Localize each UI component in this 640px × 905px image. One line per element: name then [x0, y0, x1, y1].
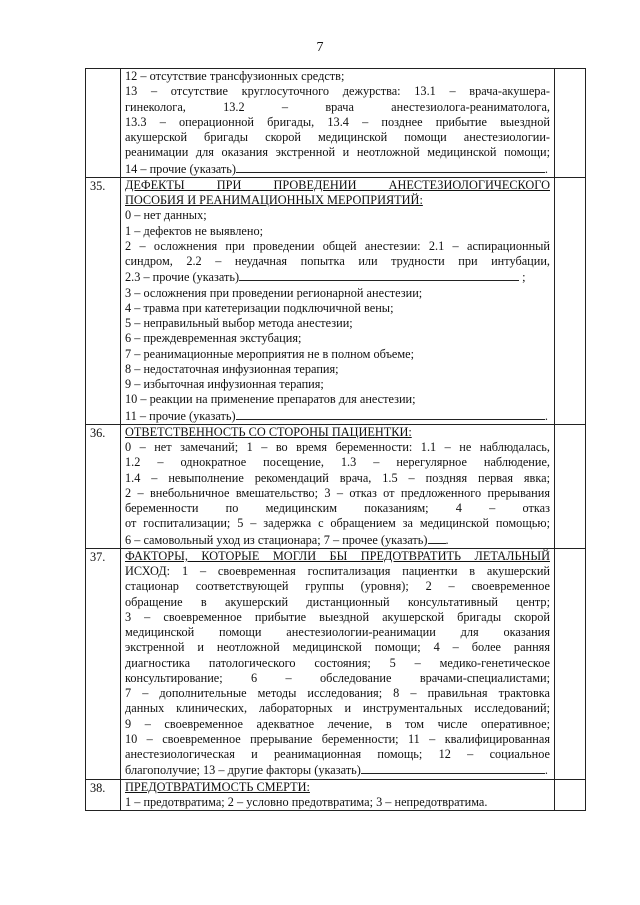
- line-text: данных клинических, лабораторных и инструментальных исследований;: [125, 701, 550, 716]
- line-text: стационар соответствующей группы (уровня); 2 – своевременное: [125, 579, 550, 594]
- line-text: ПРЕДОТВРАТИМОСТЬ СМЕРТИ:: [125, 779, 310, 794]
- line-text: анестезиологическая и реанимационная помощь; 12 – социальное: [125, 747, 550, 761]
- item-content: [121, 548, 555, 779]
- item-text-line: [121, 84, 554, 99]
- form-table: [85, 68, 586, 811]
- line-text: 8 – недостаточная инфузионная терапия;: [125, 361, 339, 376]
- item-text-line: [121, 471, 554, 486]
- item-content: [121, 424, 555, 548]
- line-text: экстренной и неотложной медицинской помощи; 4 – более ранняя: [125, 640, 550, 655]
- item-text-line: [121, 224, 554, 239]
- item-text-line: [121, 455, 554, 470]
- line-text: 1 – предотвратима; 2 – условно предотвратима; 3 – непредотвратима.: [125, 794, 488, 809]
- line-text: синдром, 2.2 – неудачная попытка или трудности при интубации,: [125, 254, 550, 268]
- line-text: 11 – прочие (указать): [125, 408, 236, 423]
- item-text-line: [121, 239, 554, 254]
- line-text: от госпитализации; 5 – задержка с обращением за медицинской помощью;: [125, 516, 550, 531]
- fill-in-blank[interactable]: [236, 161, 545, 173]
- item-text-line: [121, 208, 554, 223]
- line-text: 9 – избыточная инфузионная терапия;: [125, 377, 324, 391]
- fill-in-blank[interactable]: [239, 269, 519, 281]
- line-text: гинеколога, 13.2 – врача анестезиолога-реаниматолога,: [125, 99, 550, 114]
- item-text-line: [121, 486, 554, 501]
- item-text-line: [121, 717, 554, 732]
- line-text: 2 – внебольничное вмешательство; 3 – отказ от предложенного прерывания: [125, 485, 550, 500]
- item-text-line: [121, 516, 554, 531]
- line-text: 0 – нет данных;: [125, 208, 207, 223]
- item-number: 37.: [86, 548, 121, 779]
- line-text: 13 – отсутствие круглосуточного дежурства: 13.1 – врача-акушера-: [125, 84, 550, 99]
- form-row: [86, 779, 586, 811]
- item-text-line: [121, 501, 554, 516]
- item-text-line: [121, 732, 554, 747]
- line-text: 13.3 – операционной бригады, 13.4 – позднее прибытие выездной: [125, 114, 550, 129]
- form-rows: [86, 69, 586, 811]
- fill-in-blank[interactable]: [361, 762, 545, 774]
- line-text: 3 – осложнения при проведении регионарной анестезии;: [125, 285, 423, 300]
- line-text: 1 – дефектов не выявлено;: [125, 223, 264, 238]
- item-text-line: [121, 161, 554, 177]
- line-text: 1.4 – невыполнение рекомендаций врача, 1.5 – поздняя первая явка;: [125, 470, 550, 485]
- item-text-line: [121, 747, 554, 762]
- item-text-line: [121, 595, 554, 610]
- fill-in-blank[interactable]: [428, 532, 446, 544]
- line-text: диагностика патологического состояния; 5 – медико-генетическое: [125, 655, 550, 670]
- line-text: 7 – реанимационные мероприятия не в полном объеме;: [125, 346, 415, 361]
- item-text-line: [121, 254, 554, 269]
- item-content: [121, 779, 555, 811]
- item-text-line: [121, 301, 554, 316]
- fill-in-blank[interactable]: [236, 408, 545, 420]
- item-text-line: [121, 286, 554, 301]
- item-text-line: [121, 671, 554, 686]
- item-text-line: [121, 331, 554, 346]
- item-text-line: [121, 362, 554, 377]
- form-row: [86, 548, 586, 779]
- line-text: 2 – осложнения при проведении общей анестезии: 2.1 – аспирационный: [125, 238, 550, 253]
- item-text-line: [121, 795, 554, 810]
- item-text-line: [121, 640, 554, 655]
- answer-cell[interactable]: [555, 424, 586, 548]
- answer-cell[interactable]: [555, 548, 586, 779]
- line-text: 12 – отсутствие трансфузионных средств;: [125, 69, 345, 83]
- line-text: ФАКТОРЫ, КОТОРЫЕ МОГЛИ БЫ ПРЕДОТВРАТИТЬ ЛЕТАЛЬНЫЙ: [125, 548, 550, 563]
- item-text-line: [121, 701, 554, 716]
- item-text-line: [121, 532, 554, 548]
- item-text-line: [121, 625, 554, 640]
- answer-cell[interactable]: [555, 69, 586, 178]
- line-text: медицинской помощи анестезиологии-реанимации для оказания: [125, 625, 550, 639]
- line-text: 6 – самовольный уход из стационара; 7 – прочее (указать): [125, 532, 428, 547]
- item-text-line: [121, 408, 554, 424]
- line-end-punct: .: [544, 161, 548, 176]
- section-heading: [121, 780, 554, 795]
- item-content: [121, 177, 555, 424]
- line-text: 2.3 – прочие (указать): [125, 270, 240, 285]
- item-text-line: [121, 130, 554, 145]
- section-heading: [121, 193, 554, 208]
- line-text: 6 – преждевременная экстубация;: [125, 331, 302, 346]
- item-text-line: [121, 347, 554, 362]
- item-number: [86, 69, 121, 178]
- line-end-punct: ;: [519, 270, 526, 285]
- line-text: ОТВЕТСТВЕННОСТЬ СО СТОРОНЫ ПАЦИЕНТКИ:: [125, 424, 412, 439]
- item-number: 35.: [86, 177, 121, 424]
- line-text: 5 – неправильный выбор метода анестезии;: [125, 316, 353, 330]
- item-number: 36.: [86, 424, 121, 548]
- section-heading: [121, 178, 554, 193]
- form-row: [86, 177, 586, 424]
- section-heading: [121, 425, 554, 440]
- item-text-line: [121, 100, 554, 115]
- line-text: ИСХОД: 1 – своевременная госпитализация пациентки в акушерский: [125, 564, 550, 578]
- section-heading: [121, 549, 554, 564]
- item-text-line: [121, 610, 554, 625]
- item-text-line: [121, 316, 554, 331]
- form-row: [86, 69, 586, 178]
- line-text: консультирование; 6 – обследование врачами-специалистами;: [125, 670, 550, 685]
- line-text: 7 – дополнительные методы исследования; 8 – правильная трактовка: [125, 686, 550, 700]
- line-text: обращение в акушерский дистанционный консультативный центр;: [125, 594, 550, 609]
- item-text-line: [121, 69, 554, 84]
- item-text-line: [121, 579, 554, 594]
- line-text: ПОСОБИЯ И РЕАНИМАЦИОННЫХ МЕРОПРИЯТИЙ:: [125, 193, 423, 207]
- answer-cell[interactable]: [555, 177, 586, 424]
- page-number: 7: [316, 40, 324, 55]
- line-text: 4 – травма при катетеризации подключичной вены;: [125, 300, 394, 315]
- line-text: 0 – нет замечаний; 1 – во время беременности: 1.1 – не наблюдалась,: [125, 440, 550, 454]
- line-text: 9 – своевременное адекватное лечение, в том числе оперативное;: [125, 716, 550, 731]
- line-text: беременности по медицинским показаниям; 4 – отказ: [125, 501, 550, 515]
- item-text-line: [121, 145, 554, 160]
- line-text: акушерской бригады скорой медицинской помощи анестезиологии-: [125, 130, 550, 144]
- line-end-punct: .: [445, 532, 449, 547]
- line-text: 14 – прочие (указать): [125, 161, 237, 176]
- item-text-line: [121, 564, 554, 579]
- item-text-line: [121, 115, 554, 130]
- item-text-line: [121, 686, 554, 701]
- item-text-line: [121, 377, 554, 392]
- item-text-line: [121, 392, 554, 407]
- answer-cell[interactable]: [555, 779, 586, 811]
- line-text: 10 – реакции на применение препаратов для анестезии;: [125, 392, 416, 407]
- item-text-line: [121, 440, 554, 455]
- item-text-line: [121, 269, 554, 285]
- line-text: 10 – своевременное прерывание беременности; 11 – квалифицированная: [125, 731, 550, 746]
- item-text-line: [121, 656, 554, 671]
- item-content: [121, 69, 555, 178]
- line-text: реанимации для оказания экстренной и неотложной медицинской помощи;: [125, 145, 550, 160]
- form-row: [86, 424, 586, 548]
- line-text: 1.2 – однократное посещение, 1.3 – нерегулярное наблюдение,: [125, 455, 550, 470]
- line-text: благополучие; 13 – другие факторы (указать): [125, 763, 361, 778]
- item-text-line: [121, 762, 554, 778]
- line-end-punct: .: [544, 763, 548, 778]
- line-text: ДЕФЕКТЫ ПРИ ПРОВЕДЕНИИ АНЕСТЕЗИОЛОГИЧЕСКОГО: [125, 177, 550, 192]
- line-text: 3 – своевременное прибытие выездной акушерской бригады скорой: [125, 609, 550, 624]
- item-number: 38.: [86, 779, 121, 811]
- line-end-punct: .: [544, 408, 548, 423]
